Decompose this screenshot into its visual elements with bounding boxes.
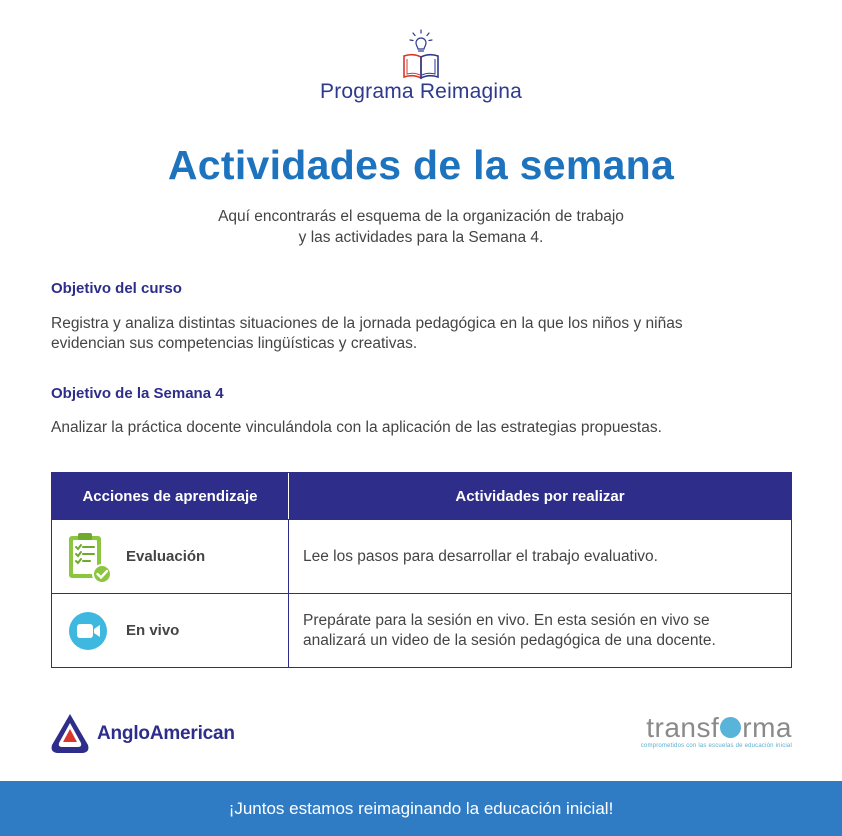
anglo-american-wordmark: AngloAmerican <box>97 723 235 744</box>
transforma-tagline: comprometidos con las escuelas de educación inicial <box>640 743 792 749</box>
intro-line: Aquí encontrarás el esquema de la organización de trabajo <box>218 208 624 225</box>
activities-table <box>51 472 792 668</box>
action-label: Evaluación <box>126 548 206 565</box>
action-label: En vivo <box>126 622 180 639</box>
intro-text <box>0 206 842 248</box>
transforma-logo <box>632 712 792 749</box>
transforma-prefix: transf <box>646 712 720 743</box>
action-cell <box>52 520 289 593</box>
footer-banner <box>0 781 842 836</box>
activity-text: Lee los pasos para desarrollar el trabajo evaluativo. <box>303 547 658 565</box>
course-objective-line: Registra y analiza distintas situaciones de la jornada pedagógica en la que los niños y niñas <box>51 315 683 332</box>
transforma-suffix: rma <box>742 712 792 743</box>
bulb-book-icon <box>399 28 443 82</box>
program-name: Programa Reimagina <box>319 80 523 103</box>
activity-text: analizará un video de la sesión pedagógica de una docente. <box>303 631 716 649</box>
column-header-activities: Actividades por realizar <box>455 487 625 505</box>
table-header-row <box>52 473 791 519</box>
course-objective-heading: Objetivo del curso <box>51 280 182 297</box>
footer-text: ¡Juntos estamos reimaginando la educación inicial! <box>228 798 614 818</box>
anglo-american-mark-icon <box>50 712 90 756</box>
week-objective-text: Analizar la práctica docente vinculándola con la aplicación de las estrategias propuestas. <box>51 419 662 436</box>
intro-line: y las actividades para la Semana 4. <box>298 229 544 246</box>
program-logo <box>0 28 842 104</box>
activity-cell <box>289 520 791 593</box>
video-camera-icon <box>66 604 112 658</box>
column-header-actions: Acciones de aprendizaje <box>52 473 289 519</box>
table-row <box>52 519 791 593</box>
action-cell <box>52 594 289 667</box>
clipboard-check-icon <box>66 530 112 584</box>
table-row <box>52 593 791 667</box>
globe-icon <box>720 717 741 738</box>
page-title: Actividades de la semana <box>167 142 675 188</box>
week-objective-heading: Objetivo de la Semana 4 <box>51 385 224 402</box>
course-objective-line: evidencian sus competencias lingüísticas y creativas. <box>51 335 418 352</box>
anglo-american-logo <box>50 712 235 756</box>
transforma-wordmark <box>632 712 792 744</box>
activity-cell <box>289 594 791 667</box>
activity-text: Prepárate para la sesión en vivo. En esta sesión en vivo se <box>303 611 710 629</box>
course-objective-text <box>51 314 811 354</box>
